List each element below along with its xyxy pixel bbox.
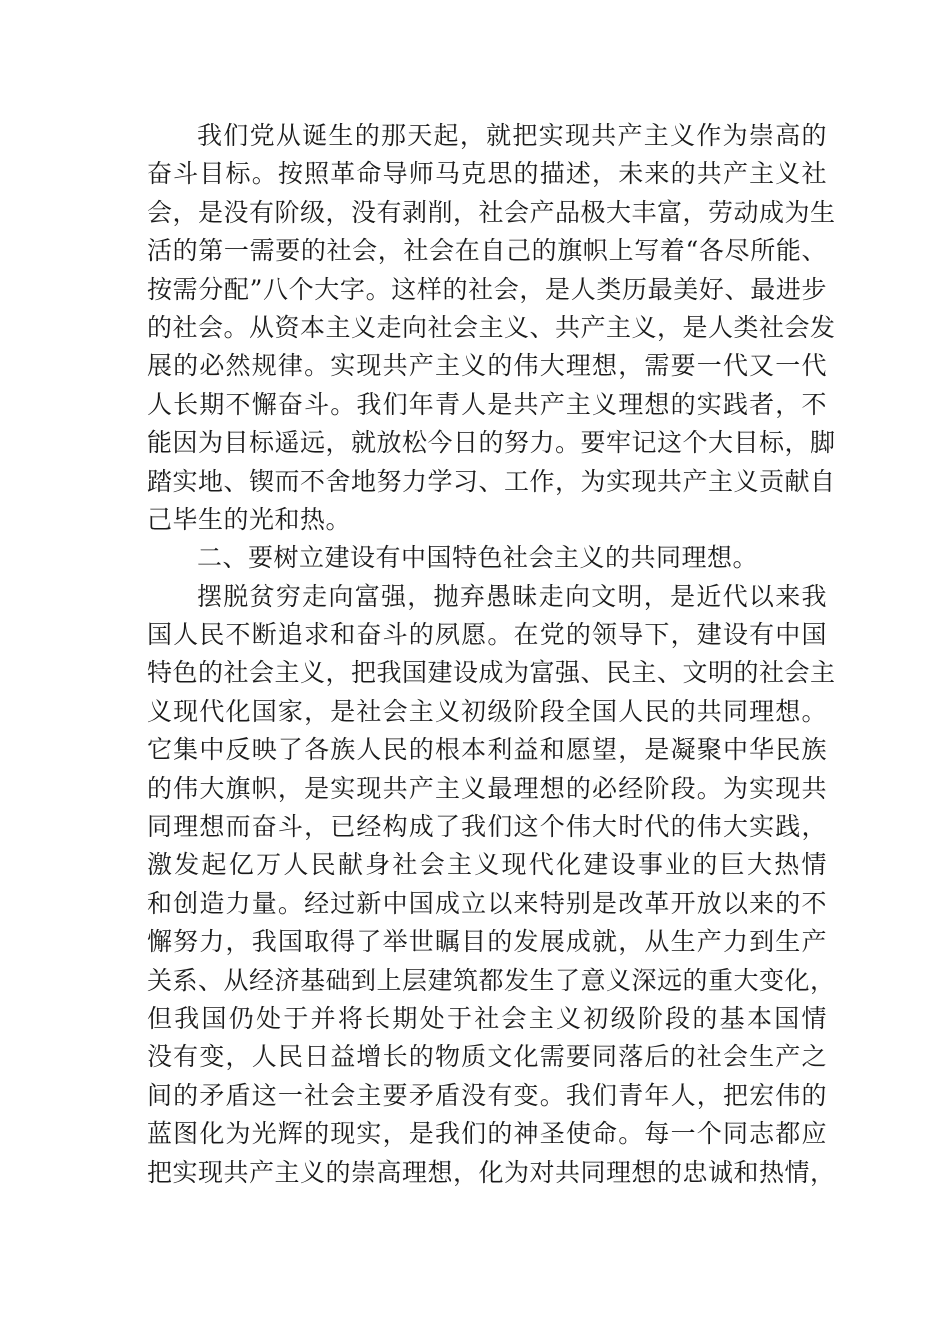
- text-line: 我们党从诞生的那天起，就把实现共产主义作为崇高的: [197, 121, 827, 150]
- text-line: 展的必然规律。实现共产主义的伟大理想，需要一代又一代: [147, 351, 827, 381]
- text-line: 特色的社会主义，把我国建设成为富强、民主、文明的社会主: [147, 658, 836, 688]
- text-line: 同理想而奋斗，已经构成了我们这个伟大时代的伟大实践，: [147, 812, 827, 842]
- text-line: 和创造力量。经过新中国成立以来特别是改革开放以来的不: [147, 888, 827, 918]
- text-line: 激发起亿万人民献身社会主义现代化建设事业的巨大热情: [147, 850, 827, 880]
- text-line: 己毕生的光和热。: [147, 504, 352, 534]
- text-line: 国人民不断追求和奋斗的夙愿。在党的领导下，建设有中国: [147, 620, 827, 650]
- text-line: 按需分配”八个大字。这样的社会，是人类历最美好、最进步: [147, 274, 827, 304]
- text-line: 没有变，人民日益增长的物质文化需要同落后的社会生产之: [147, 1042, 827, 1072]
- text-line: 义现代化国家，是社会主义初级阶段全国人民的共同理想。: [147, 696, 827, 726]
- text-line: 间的矛盾这一社会主要矛盾没有变。我们青年人，把宏伟的: [147, 1080, 827, 1110]
- text-line: 它集中反映了各族人民的根本利益和愿望，是凝聚中华民族: [147, 735, 827, 765]
- text-line: 蓝图化为光辉的现实，是我们的神圣使命。每一个同志都应: [147, 1119, 827, 1149]
- text-line: 懈努力，我国取得了举世瞩目的发展成就，从生产力到生产: [147, 927, 827, 957]
- text-line: 的伟大旗帜，是实现共产主义最理想的必经阶段。为实现共: [147, 773, 827, 803]
- text-line: 把实现共产主义的崇高理想，化为对共同理想的忠诚和热情，: [147, 1157, 836, 1187]
- text-line: 会，是没有阶级，没有剥削，社会产品极大丰富，劳动成为生: [147, 197, 836, 227]
- document-body: [147, 117, 836, 1192]
- text-line: 人长期不懈奋斗。我们年青人是共产主义理想的实践者，不: [147, 389, 827, 419]
- text-line: 活的第一需要的社会，社会在自己的旗帜上写着“各尽所能、: [147, 236, 827, 266]
- text-line: 奋斗目标。按照革命导师马克思的描述，未来的共产主义社: [147, 159, 827, 189]
- text-line: 关系、从经济基础到上层建筑都发生了意义深远的重大变化，: [147, 965, 836, 995]
- text-line: 能因为目标遥远，就放松今日的努力。要牢记这个大目标，脚: [147, 428, 836, 458]
- text-line: 摆脱贫穷走向富强，抛弃愚昧走向文明，是近代以来我: [197, 581, 827, 611]
- text-line: 但我国仍处于并将长期处于社会主义初级阶段的基本国情: [147, 1003, 827, 1033]
- text-line: 踏实地、锲而不舍地努力学习、工作，为实现共产主义贡献自: [147, 466, 836, 496]
- section-heading: 二、要树立建设有中国特色社会主义的共同理想。: [197, 543, 759, 573]
- text-line: 的社会。从资本主义走向社会主义、共产主义，是人类社会发: [147, 312, 836, 342]
